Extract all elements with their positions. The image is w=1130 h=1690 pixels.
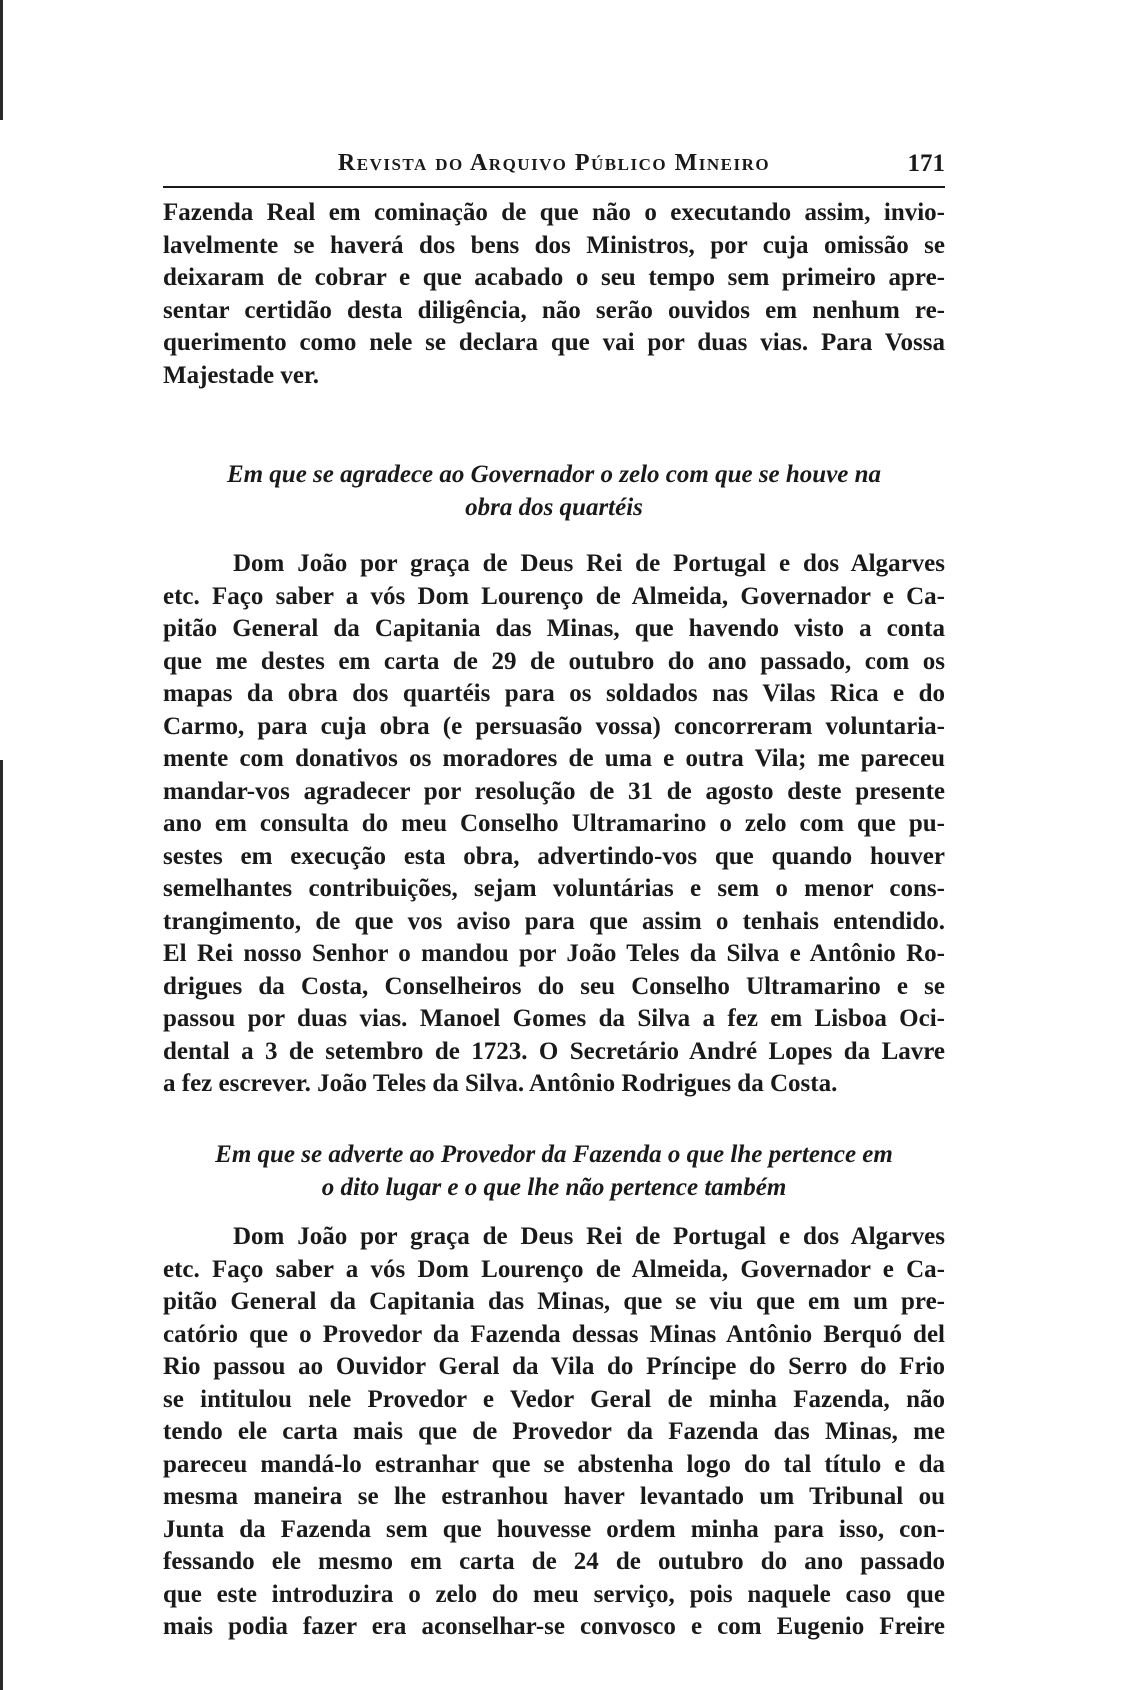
text-line: Dom João por graça de Deus Rei de Portugal e dos Algarves [233,550,945,577]
decree-paragraph [163,548,945,1101]
text-line: Majestade ver. [163,361,319,389]
text-line: mais podia fazer era aconselhar-se convosco e com Eugenio Freire [163,1613,945,1640]
heading-line: obra dos quartéis [465,494,643,521]
text-line: que este introduzira o zelo do meu serviço, pois naquele caso que [163,1580,945,1608]
text-line: dental a 3 de setembro de 1723. O Secretário André Lopes da Lavre [163,1037,945,1065]
text-line: Dom João por graça de Deus Rei de Portugal e dos Algarves [233,1223,945,1250]
heading-line: o dito lugar e o que lhe não pertence também [321,1174,787,1201]
text-line: semelhantes contribuições, sejam voluntárias e sem o menor cons- [163,875,945,902]
text-line: querimento como nele se declara que vai por duas vias. Para Vossa [163,329,945,356]
scan-edge-mark [0,0,3,120]
running-title: Revista do Arquivo Público Mineiro [337,150,771,176]
text-line: passou por duas vias. Manoel Gomes da Silva a fez em Lisboa Oci- [163,1005,945,1032]
section-heading [163,1138,945,1204]
decree-paragraph [163,1221,945,1644]
text-line: lavelmente se haverá dos bens dos Ministros, por cuja omissão se [163,231,945,259]
text-line: etc. Faço saber a vós Dom Lourenço de Almeida, Governador e Ca- [163,582,945,610]
text-line: tendo ele carta mais que de Provedor da Fazenda das Minas, me [163,1418,945,1445]
text-line: etc. Faço saber a vós Dom Lourenço de Almeida, Governador e Ca- [163,1255,945,1283]
text-line: mesma maneira se lhe estranhou haver levantado um Tribunal ou [163,1483,945,1510]
text-line: Rio passou ao Ouvidor Geral da Vila do Príncipe do Serro do Frio [163,1353,945,1380]
text-line: mente com donativos os moradores de uma e outra Vila; me pareceu [163,745,945,772]
text-line: a fez escrever. João Teles da Silva. Antônio Rodrigues da Costa. [163,1070,838,1097]
text-line: pitão General da Capitania das Minas, que se viu que em um pre- [163,1288,945,1315]
text-line: que me destes em carta de 29 de outubro do ano passado, com os [163,647,945,675]
page-number: 171 [907,150,945,177]
text-line: Junta da Fazenda sem que houvesse ordem minha para isso, con- [163,1515,945,1543]
text-line: pitão General da Capitania das Minas, que havendo visto a conta [163,615,945,642]
text-line: sestes em execução esta obra, advertindo-vos que quando houver [163,842,945,870]
text-line: Carmo, para cuja obra (e persuasão vossa) concorreram voluntaria- [163,712,945,740]
scan-edge-mark [0,760,3,1690]
text-line: se intitulou nele Provedor e Vedor Geral de minha Fazenda, não [163,1385,945,1413]
text-line: El Rei nosso Senhor o mandou por João Teles da Silva e Antônio Ro- [163,940,945,967]
header-rule [163,186,945,188]
text-line: ano em consulta do meu Conselho Ultramarino o zelo com que pu- [163,810,945,837]
page-header [163,150,945,186]
heading-line: Em que se agradece ao Governador o zelo com que se houve na [226,461,882,488]
text-line: catório que o Provedor da Fazenda dessas Minas Antônio Berquó del [163,1320,945,1348]
text-line: fessando ele mesmo em carta de 24 de outubro do ano passado [163,1548,945,1575]
text-line: trangimento, de que vos aviso para que assim o tenhais entendido. [163,907,945,935]
text-line: deixaram de cobrar e que acabado o seu tempo sem primeiro apre- [163,264,945,291]
section-heading [163,458,945,524]
text-line: mandar-vos agradecer por resolução de 31 de agosto deste presente [163,777,945,805]
text-line: mapas da obra dos quartéis para os soldados nas Vilas Rica e do [163,680,945,707]
text-line: drigues da Costa, Conselheiros do seu Conselho Ultramarino e se [163,972,945,1000]
text-line: Fazenda Real em cominação de que não o executando assim, invio- [163,199,945,226]
text-line: pareceu mandá-lo estranhar que se abstenha logo do tal título e da [163,1450,945,1478]
text-line: sentar certidão desta diligência, não serão ouvidos em nenhum re- [163,296,945,324]
paragraph-continued [163,197,945,392]
heading-line: Em que se adverte ao Provedor da Fazenda o que lhe pertence em [215,1141,893,1168]
